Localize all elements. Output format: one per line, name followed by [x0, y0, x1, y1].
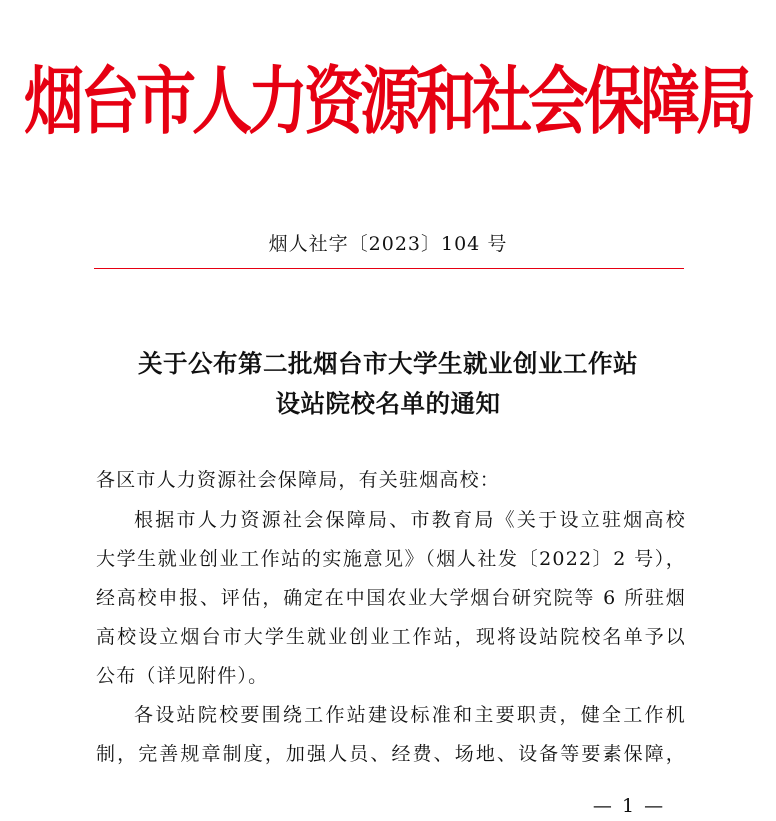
salutation: 各区市人力资源社会保障局，有关驻烟高校： [96, 469, 501, 491]
body-line: 大学生就业创业工作站的实施意见》（烟人社发〔2022〕2 号）， [96, 548, 686, 570]
body-line: 各设站院校要围绕工作站建设标准和主要职责，健全工作机 [134, 704, 686, 726]
notice-title-line-1: 关于公布第二批烟台市大学生就业创业工作站 [138, 349, 638, 378]
page-number: — 1 — [592, 795, 666, 817]
body-line: 公布（详见附件）。 [96, 665, 269, 687]
body-line: 经高校申报、评估，确定在中国农业大学烟台研究院等 6 所驻烟 [96, 587, 686, 609]
body-line: 根据市人力资源社会保障局、市教育局《关于设立驻烟高校 [134, 509, 686, 531]
document-number: 烟人社字〔2023〕104 号 [268, 233, 508, 255]
masthead-title: 烟台市人力资源和社会保障局 [24, 59, 752, 145]
notice-title-line-2: 设站院校名单的通知 [275, 389, 501, 418]
body-line: 制，完善规章制度，加强人员、经费、场地、设备等要素保障， [96, 743, 686, 765]
red-divider-line [94, 268, 684, 269]
body-line: 高校设立烟台市大学生就业创业工作站，现将设站院校名单予以 [96, 626, 686, 648]
